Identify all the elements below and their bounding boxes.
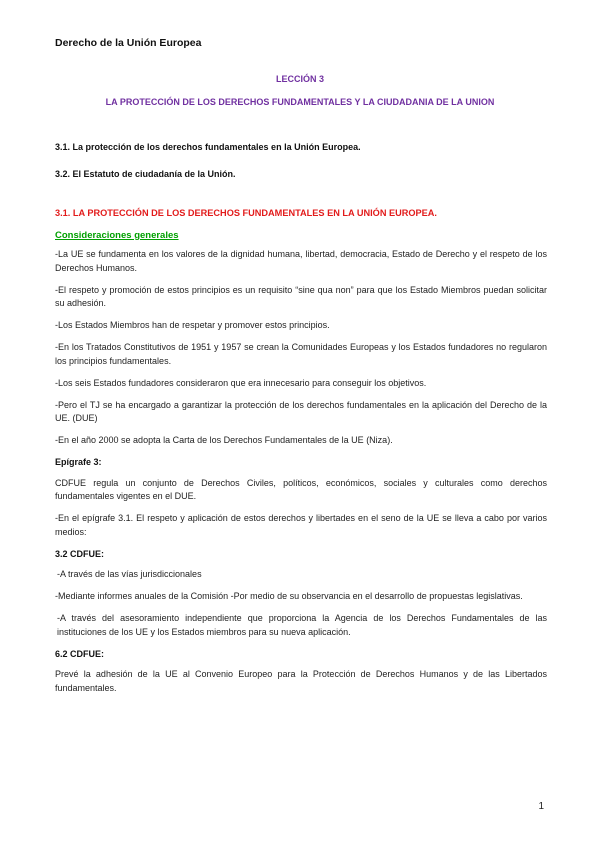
paragraph: -El respeto y promoción de estos principios es un requisito “sine qua non” para que los Estado Miembros puedan solicitar su adhesión. bbox=[55, 284, 547, 308]
page-number: 1 bbox=[538, 801, 544, 812]
paragraph: -La UE se fundamenta en los valores de la dignidad humana, libertad, democracia, Estado de Derecho y el respeto de los Derechos Humanos. bbox=[55, 249, 547, 273]
paragraph: -Los seis Estados fundadores consideraron que era innecesario para conseguir los objetivos. bbox=[55, 377, 427, 388]
document-body bbox=[55, 141, 547, 704]
lesson-title: LA PROTECCIÓN DE LOS DERECHOS FUNDAMENTALES Y LA CIUDADANIA DE LA UNION bbox=[105, 97, 495, 107]
paragraph: -En los Tratados Constitutivos de 1951 y 1957 se crean la Comunidades Europeas y los Estados fundadores no regularon los principios fundamentales. bbox=[55, 342, 547, 366]
paragraph: -En el epígrafe 3.1. El respeto y aplicación de estos derechos y libertades en el seno de la UE se lleva a cabo por varios medios: bbox=[55, 513, 547, 537]
paragraph: Prevé la adhesión de la UE al Convenio Europeo para la Protección de Derechos Humanos y de las Libertados fundamentales. bbox=[55, 669, 547, 693]
paragraph: -A través de las vías jurisdiccionales bbox=[57, 569, 202, 579]
paragraph: -En el año 2000 se adopta la Carta de los Derechos Fundamentales de la UE (Niza). bbox=[55, 435, 393, 445]
epigrafe-heading: Epígrafe 3: bbox=[55, 457, 102, 467]
cdfue-62-heading: 6.2 CDFUE: bbox=[55, 648, 105, 659]
paragraph: -Pero el TJ se ha encargado a garantizar la protección de los derechos fundamentales en la aplicación del Derecho de la UE. (DUE) bbox=[55, 399, 547, 423]
paragraph: CDFUE regula un conjunto de Derechos Civiles, políticos, económicos, sociales y culturales como derechos fundamentales vigentes en el DUE. bbox=[55, 477, 547, 501]
index-item: 3.1. La protección de los derechos fundamentales en la Unión Europea. bbox=[55, 142, 361, 152]
paragraph: -Los Estados Miembros han de respetar y promover estos principios. bbox=[55, 320, 330, 330]
document-header: Derecho de la Unión Europea bbox=[55, 37, 202, 49]
paragraph: -Mediante informes anuales de la Comisión -Por medio de su observancia en el desarrollo de propuestas legislativas. bbox=[55, 591, 523, 601]
lesson-number: LECCIÓN 3 bbox=[275, 74, 324, 84]
section-heading: 3.1. LA PROTECCIÓN DE LOS DERECHOS FUNDAMENTALES EN LA UNIÓN EUROPEA. bbox=[55, 208, 437, 218]
section-subheading: Consideraciones generales bbox=[55, 229, 179, 241]
index-item: 3.2. El Estatuto de ciudadanía de la Unión. bbox=[55, 168, 236, 179]
paragraph: -A través del asesoramiento independiente que proporciona la Agencia de los Derechos Fundamentales de las instituciones de los UE y los Estados miembros para su nueva aplicación. bbox=[57, 613, 547, 637]
cdfue-32-heading: 3.2 CDFUE: bbox=[55, 548, 105, 559]
